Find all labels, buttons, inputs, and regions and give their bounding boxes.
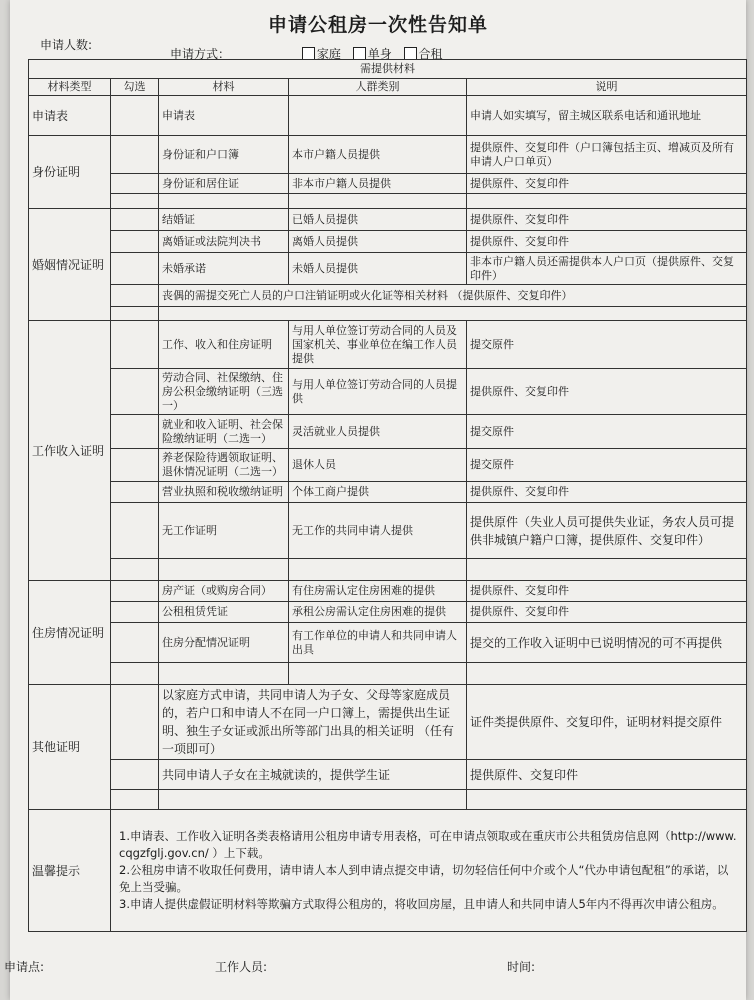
people-cell: 已婚人员提供 <box>289 209 467 231</box>
desc-cell: 非本市户籍人员还需提供本人户口页（提供原件、交复印件） <box>467 253 747 285</box>
header-people: 人群类别 <box>289 79 467 96</box>
form-title: 申请公租房一次性告知单 <box>267 14 488 36</box>
marriage-note: 丧偶的需提交死亡人员的户口注销证明或火化证等相关材料 （提供原件、交复印件） <box>159 285 747 307</box>
people-cell: 有工作单位的申请人和共同申请人出具 <box>289 623 467 663</box>
material-cell: 离婚证或法院判决书 <box>159 231 289 253</box>
material-cell: 公租租赁凭证 <box>159 602 289 623</box>
desc-cell: 提交原件 <box>467 321 747 369</box>
material-cell: 未婚承诺 <box>159 253 289 285</box>
cat-identity: 身份证明 <box>29 136 111 209</box>
cat-application: 申请表 <box>29 96 111 136</box>
check-cell[interactable] <box>111 231 159 253</box>
check-cell[interactable] <box>111 253 159 285</box>
cat-housing: 住房情况证明 <box>29 581 111 685</box>
desc-cell: 提供原件、交复印件 <box>467 581 747 602</box>
desc-cell: 提供原件、交复印件 <box>467 174 747 194</box>
check-cell[interactable] <box>111 321 159 369</box>
check-cell[interactable] <box>111 96 159 136</box>
check-cell[interactable] <box>111 685 159 760</box>
people-cell <box>289 96 467 136</box>
material-cell: 住房分配情况证明 <box>159 623 289 663</box>
check-cell[interactable] <box>111 136 159 174</box>
check-cell[interactable] <box>111 623 159 663</box>
materials-table <box>28 59 747 932</box>
material-cell: 房产证（或购房合同） <box>159 581 289 602</box>
desc-cell: 提供原件、交复印件 <box>467 209 747 231</box>
desc-cell: 提交原件 <box>467 449 747 482</box>
desc-cell: 提供原件（失业人员可提供失业证，务农人员可提供非城镇户籍户口簿，提供原件、交复印件） <box>467 503 747 559</box>
people-cell: 与用人单位签订劳动合同的人员及国家机关、事业单位在编工作人员提供 <box>289 321 467 369</box>
people-cell: 本市户籍人员提供 <box>289 136 467 174</box>
apply-method-label: 申请方式： <box>170 47 231 61</box>
cat-marriage: 婚姻情况证明 <box>29 209 111 321</box>
material-cell: 工作、收入和住房证明 <box>159 321 289 369</box>
desc-cell: 提交原件 <box>467 415 747 449</box>
footer-staff: 工作人员: <box>215 960 268 974</box>
people-cell: 与用人单位签订劳动合同的人员提供 <box>289 369 467 415</box>
people-cell: 退休人员 <box>289 449 467 482</box>
material-cell: 就业和收入证明、社会保险缴纳证明（二选一） <box>159 415 289 449</box>
material-cell: 营业执照和税收缴纳证明 <box>159 482 289 503</box>
header-desc: 说明 <box>467 79 747 96</box>
material-cell: 申请表 <box>159 96 289 136</box>
footer-point: 申请点: <box>4 960 45 974</box>
desc-cell: 提交的工作收入证明中已说明情况的可不再提供 <box>467 623 747 663</box>
desc-cell: 证件类提供原件、交复印件，证明材料提交原件 <box>467 685 747 760</box>
footer-time: 时间: <box>507 960 536 974</box>
check-cell[interactable] <box>111 209 159 231</box>
desc-cell: 提供原件、交复印件 <box>467 369 747 415</box>
check-cell[interactable] <box>111 581 159 602</box>
people-cell: 有住房需认定住房困难的提供 <box>289 581 467 602</box>
check-cell[interactable] <box>111 369 159 415</box>
people-cell: 非本市户籍人员提供 <box>289 174 467 194</box>
desc-cell: 提供原件、交复印件 <box>467 760 747 790</box>
check-cell[interactable] <box>111 285 159 307</box>
option-family[interactable]: 家庭 <box>294 47 341 61</box>
desc-cell: 提供原件、交复印件 <box>467 231 747 253</box>
tip-1: 1.申请表、工作收入证明各类表格请用公租房申请专用表格，可在申请点领取或在重庆市公共租赁房信息网（http://www.cqgzfglj.gov.cn/ ）上下载。 <box>119 829 737 860</box>
material-cell: 以家庭方式申请，共同申请人为子女、父母等家庭成员的，若户口和申请人不在同一户口簿上，需提供出生证明、独生子女证或派出所等部门出具的相关证明 （任有一项即可） <box>159 685 467 760</box>
check-cell[interactable] <box>111 503 159 559</box>
option-shared[interactable]: 合租 <box>396 47 443 61</box>
tip-3: 3.申请人提供虚假证明材料等欺骗方式取得公租房的，将收回房屋，且申请人和共同申请人5年内不得再次申请公租房。 <box>119 897 724 911</box>
applicant-count-label: 申请人数: <box>40 38 93 52</box>
check-cell[interactable] <box>111 760 159 790</box>
tip-2: 2.公租房申请不收取任何费用，请申请人本人到申请点提交申请，切勿轻信任何中介或个人“代办申请包配租”的承诺，以免上当受骗。 <box>119 863 729 894</box>
desc-cell: 提供原件、交复印件 <box>467 602 747 623</box>
header-material: 材料 <box>159 79 289 96</box>
check-cell[interactable] <box>111 449 159 482</box>
check-cell[interactable] <box>111 174 159 194</box>
cat-other: 其他证明 <box>29 685 111 810</box>
material-cell: 身份证和户口簿 <box>159 136 289 174</box>
cat-tips: 温馨提示 <box>29 810 111 932</box>
desc-cell: 提供原件、交复印件（户口簿包括主页、增减页及所有申请人户口单页） <box>467 136 747 174</box>
material-cell: 劳动合同、社保缴纳、住房公积金缴纳证明（三选一） <box>159 369 289 415</box>
people-cell: 个体工商户提供 <box>289 482 467 503</box>
people-cell: 未婚人员提供 <box>289 253 467 285</box>
desc-cell: 提供原件、交复印件 <box>467 482 747 503</box>
check-cell[interactable] <box>111 602 159 623</box>
people-cell: 承租公房需认定住房困难的提供 <box>289 602 467 623</box>
people-cell: 灵活就业人员提供 <box>289 415 467 449</box>
desc-cell: 申请人如实填写，留主城区联系电话和通讯地址 <box>467 96 747 136</box>
cat-work: 工作收入证明 <box>29 321 111 581</box>
option-single[interactable]: 单身 <box>345 47 392 61</box>
people-cell: 无工作的共同申请人提供 <box>289 503 467 559</box>
material-cell: 结婚证 <box>159 209 289 231</box>
check-cell[interactable] <box>111 482 159 503</box>
tips-text <box>111 810 747 932</box>
material-cell: 无工作证明 <box>159 503 289 559</box>
material-cell: 身份证和居住证 <box>159 174 289 194</box>
header-check: 勾选 <box>111 79 159 96</box>
people-cell: 离婚人员提供 <box>289 231 467 253</box>
form-sheet <box>4 0 746 1000</box>
section-title: 需提供材料 <box>29 60 747 79</box>
material-cell: 养老保险待遇领取证明、退休情况证明（二选一） <box>159 449 289 482</box>
header-type: 材料类型 <box>29 79 111 96</box>
check-cell[interactable] <box>111 415 159 449</box>
material-cell: 共同申请人子女在主城就读的，提供学生证 <box>159 760 467 790</box>
